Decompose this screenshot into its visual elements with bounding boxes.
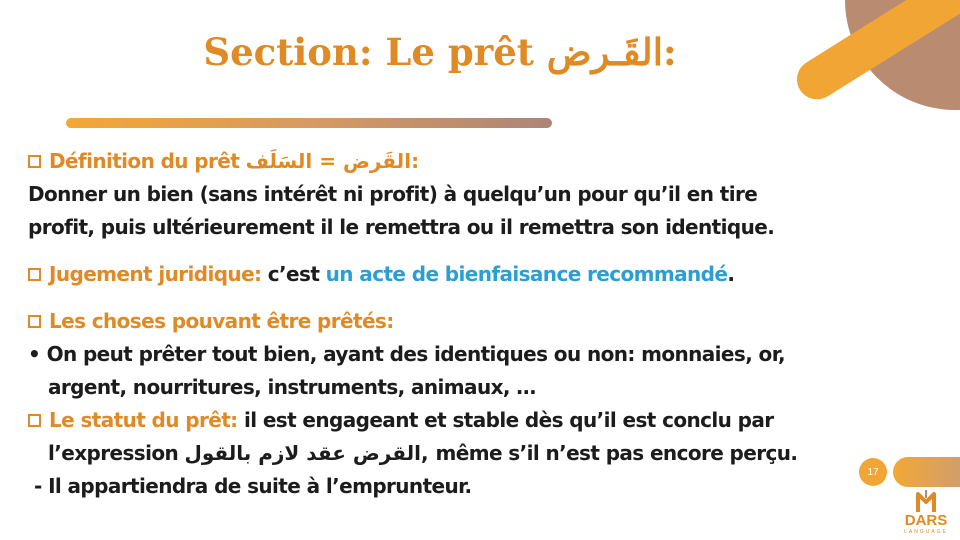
jugement-highlight: un acte de bienfaisance recommandé [325, 262, 728, 286]
statut-line-2: l’expression القرض عقد لازم بالقول, même s’il n’est pas encore perçu. [48, 441, 798, 465]
bottom-decorative-bar [893, 457, 960, 487]
checkbox-icon [28, 155, 41, 168]
checkbox-icon [28, 414, 41, 427]
definition-heading-text: Définition du prêt القَرض = السَلَف: [49, 149, 420, 173]
title-underline [66, 118, 552, 128]
choses-heading-text: Les choses pouvant être prêtés: [49, 309, 394, 333]
choses-heading [28, 305, 933, 338]
statut-arabic-expression: القرض عقد لازم بالقول [184, 441, 421, 465]
statut-text-1: il est engageant et stable dès qu’il est conclu par [237, 408, 774, 432]
logo-text: DARS [904, 512, 948, 529]
definition-line-2: profit, puis ultérieurement il le remettra ou il remettra son identique. [28, 215, 775, 239]
checkbox-icon [28, 315, 41, 328]
jugement-end: . [727, 262, 735, 286]
statut-heading: Le statut du prêt: [49, 408, 238, 432]
statut-line-1 [28, 404, 933, 437]
checkbox-icon [28, 268, 41, 281]
definition-line-1: Donner un bien (sans intérêt ni profit) à quelqu’un pour qu’il en tire [28, 182, 758, 206]
choses-line-1: • On peut prêter tout bien, ayant des identiques ou non: monnaies, or, [28, 342, 786, 366]
statut-line-3: - Il appartiendra de suite à l’emprunteur. [34, 474, 472, 498]
bullet-icon: • [28, 342, 41, 366]
jugement-line [28, 258, 933, 291]
dars-logo [896, 488, 956, 538]
slide-title: Section: Le prêt القَـرض: [203, 30, 677, 74]
jugement-text: c’est [261, 262, 326, 286]
page-number-badge: 17 [859, 458, 887, 486]
choses-line-2: argent, nourritures, instruments, animaux, … [48, 375, 536, 399]
logo-subtext: LANGUAGE [904, 529, 948, 535]
jugement-heading: Jugement juridique: [49, 262, 262, 286]
slide-content [28, 145, 933, 503]
definition-heading [28, 145, 933, 178]
logo-mark-icon [896, 488, 956, 514]
